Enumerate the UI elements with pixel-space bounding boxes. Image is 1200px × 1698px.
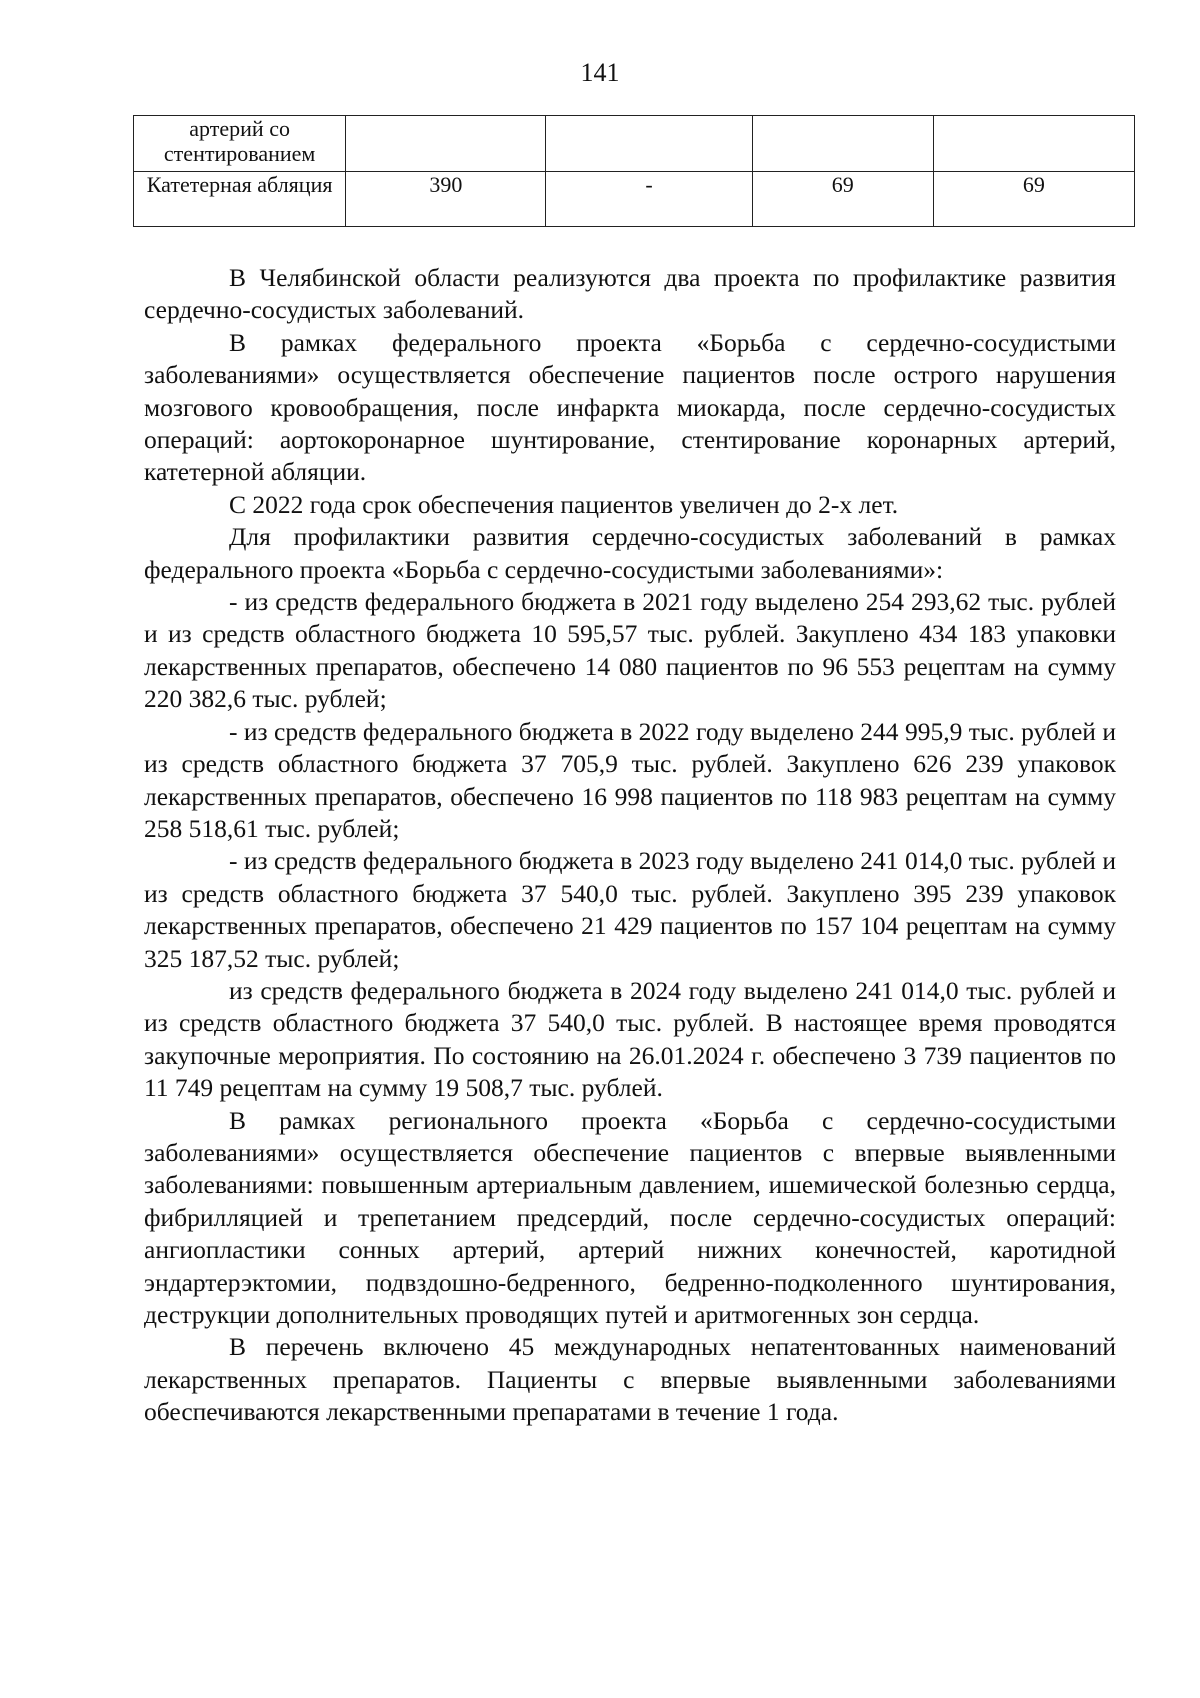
page-number: 141 xyxy=(580,58,620,87)
table-cell: Катетерная абляция xyxy=(134,172,346,227)
body-text xyxy=(144,262,1116,1429)
paragraph: В перечень включено 45 международных непатентованных наименований лекарственных препаратов. Пациенты с впервые выявленными заболеваниями обеспечиваются лекарственными препаратами в течение 1 года. xyxy=(144,1332,1116,1427)
table-cell xyxy=(752,116,933,172)
paragraph: В Челябинской области реализуются два проекта по профилактике развития сердечно-сосудистых заболеваний. xyxy=(144,263,1116,325)
table-cell: артерий со стентированием xyxy=(134,116,346,172)
table-cell: - xyxy=(546,172,752,227)
paragraph: - из средств федерального бюджета в 2021 году выделено 254 293,62 тыс. рублей и из средств областного бюджета 10 595,57 тыс. рублей. Закуплено 434 183 упаковки лекарственных препаратов, обеспечено 14 080 пациентов по 96 553 рецептам на сумму 220 382,6 тыс. рублей; xyxy=(144,587,1116,714)
paragraph: В рамках федерального проекта «Борьба с сердечно-сосудистыми заболеваниями» осуществляется обеспечение пациентов после острого нарушения мозгового кровообращения, после инфаркта миокарда, после сердечно-сосудистых операций: аортокоронарное шунтирование, стентирование коронарных артерий, катетерной абляции. xyxy=(144,327,1116,487)
table-row xyxy=(134,116,1135,172)
table-cell: 69 xyxy=(752,172,933,227)
paragraph: - из средств федерального бюджета в 2023 году выделено 241 014,0 тыс. рублей и из средств областного бюджета 37 540,0 тыс. рублей. Закуплено 395 239 упаковок лекарственных препаратов, обеспечено 21 429 пациентов по 157 104 рецептам на сумму 325 187,52 тыс. рублей; xyxy=(144,846,1116,973)
paragraph: Для профилактики развития сердечно-сосудистых заболеваний в рамках федерального проекта «Борьба с сердечно-сосудистыми заболеваниями»: xyxy=(144,522,1116,584)
paragraph: С 2022 года срок обеспечения пациентов увеличен до 2-х лет. xyxy=(229,489,899,519)
paragraph: В рамках регионального проекта «Борьба с сердечно-сосудистыми заболеваниями» осуществляется обеспечение пациентов с впервые выявленными заболеваниями: повышенным артериальным давлением, ишемической болезнью сердца, фибрилляцией и трепетанием предсердий, после сердечно-сосудистых операций: ангиопластики сонных артерий, артерий нижних конечностей, каротидной эндартерэктомии, подвздошно-бедренного, бедренно-подколенного шунтирования, деструкции дополнительных проводящих путей и аритмогенных зон сердца. xyxy=(144,1105,1116,1329)
table-cell xyxy=(933,116,1134,172)
paragraph: - из средств федерального бюджета в 2022 году выделено 244 995,9 тыс. рублей и из средств областного бюджета 37 705,9 тыс. рублей. Закуплено 626 239 упаковок лекарственных препаратов, обеспечено 16 998 пациентов по 118 983 рецептам на сумму 258 518,61 тыс. рублей; xyxy=(144,716,1116,843)
table-cell xyxy=(546,116,752,172)
continued-table xyxy=(133,115,1135,227)
table-cell xyxy=(346,116,546,172)
table-row xyxy=(134,172,1135,227)
table-cell: 390 xyxy=(346,172,546,227)
table-cell: 69 xyxy=(933,172,1134,227)
paragraph: из средств федерального бюджета в 2024 году выделено 241 014,0 тыс. рублей и из средств областного бюджета 37 540,0 тыс. рублей. В настоящее время проводятся закупочные мероприятия. По состоянию на 26.01.2024 г. обеспечено 3 739 пациентов по 11 749 рецептам на сумму 19 508,7 тыс. рублей. xyxy=(144,975,1116,1103)
